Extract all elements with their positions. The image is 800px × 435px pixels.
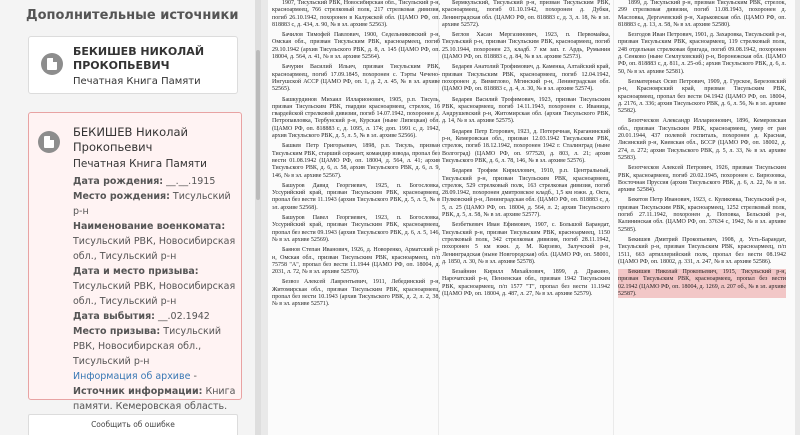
field-label: Место рождения: xyxy=(73,191,170,202)
field-label: Дата рождения: xyxy=(73,176,164,187)
report-error-button[interactable]: Сообщить об ошибке xyxy=(28,414,238,435)
book-entry: Безвоз Алексей Лаврентьевич, 1911, Лебединский р-н, Житомирская обл., призван Тисульским РВК, красноармеец, пропал без вести 10.1943 (архив Тисульского РВК, д. 2, л. 2, 38, № в эл. архиве 52571). xyxy=(272,279,440,308)
book-column-1 xyxy=(272,0,440,312)
archive-info-row xyxy=(73,369,237,384)
birth-date-field xyxy=(73,174,237,189)
book-entry: Беглов Хасан Мергазинович, 1923, п. Первомайка, Тисульский р-н, призван Тисульским РВК, красноармеец, погиб 25.10.1944, похоронен 23, кладб. 7 км зап. г. Ардь, Румыния (ЦАМО РФ, оп. 818883 с, д. 84, № в эл. архиве 52573). xyxy=(442,32,610,61)
field-value: Тисульский РВК, Новосибирская обл., Тисульский р-н xyxy=(73,326,222,367)
card-person-name: БЕКИШЕВ Николай Прокопьевич xyxy=(73,125,189,154)
highlighted-book-entry: Бекишев Николай Прокопьевич, 1915, Тисульский р-н, призван Тисульским РВК, красноармеец, пропал без вести 02.1942 (ЦАМО РФ, оп. 18004, д. 1269, л. 207 об., № в эл. архиве 52587). xyxy=(618,269,786,297)
archive-info-link[interactable]: Информация об архиве xyxy=(73,371,191,382)
field-value: __.02.1942 xyxy=(158,311,210,322)
field-value: Тисульский р-н xyxy=(73,191,231,217)
dropout-date-field xyxy=(73,309,237,324)
draft-place-field xyxy=(73,324,237,369)
document-icon xyxy=(38,131,60,153)
field-value: Тисульский РВК, Новосибирская обл., Тисульский р-н xyxy=(73,236,236,262)
military-office-field xyxy=(73,219,237,264)
source-card-collapsed[interactable] xyxy=(28,36,238,94)
book-entry: Бачилов Тимофей Павлович, 1900, Седельниковский р-н, Омская обл., призван Тисульским РВК, красноармеец, погиб 29.10.1942 (архив Тисульского РВК, д. 8, л. 145 (ЦАМО РФ, оп. 18004, д. 564, л. 41, № в эл. архиве 52564). xyxy=(272,32,440,61)
field-value: __.__.1915 xyxy=(166,176,216,187)
book-entry: Бермкульский, Тисульский р-н, призван Тисульским РВК, красноармеец, погиб 01.10.1942, похоронен д. Дубки, Ленинградская обл. (ЦАМО РФ, оп. 818883 с, д. 3, л. 18, № в эл. архиве 52572). xyxy=(442,0,610,28)
sources-panel xyxy=(0,0,255,435)
book-entry: Безматерных Осип Петрович, 1909, д. Гурское, Березовский р-н, Красноярский край, призван Тисульским РВК, красноармеец, пропал без вести 04.1942 (ЦАМО РФ, оп. 18004, д. 2176, л. 336; архив Тисульского РВК, д. 6, л. 56, № в эл. архиве 52582). xyxy=(618,78,786,115)
section-title: Дополнительные источники xyxy=(26,8,239,23)
book-entry: Бедарев Трофим Кириллович, 1910, р.п. Центральный, Тисульский р-н, призван Тисульским РВК, красноармеец, стрелок, 529 стрелковый полк, 163 стрелковая дивизия, погиб 28.09.1942, похоронен дмитровское кладб., 1,5 км южн. д. Окта, Пулковский р-н, Ленинградская обл. (ЦАМО РФ, оп. 818883 с, д. 5, л. 25 (ЦАМО РФ, оп. 18004, д. 564, л. 2; архив Тисульского РВК, д. 5, л. 58, № в эл. архиве 52577). xyxy=(442,168,610,219)
book-entry: Башуров Давид Георгиевич, 1925, п. Богословка, Уссурийский край, призван Тисульским РВК, красноармеец, пропал без вести 11.1943 (архив Тисульского РВК, д. 5, л. 5, № в эл. архиве 52568). xyxy=(272,182,440,211)
book-entry: Бекетов Петр Иванович, 1923, с. Куликовка, Тисульский р-н, призван Тисульским РВК, красноармеец, 1252 стрелковый полк, погиб 27.11.1942, похоронен д. Поповка, Бельский р-н, Калининская обл. (ЦАМО РФ, оп. 37634 с, 1942, № в эл. архиве 52585). xyxy=(618,197,786,233)
book-entry: Бедарев Петр Егорович, 1923, д. Потеречная, Краганинский р-н, Кемеровская обл., призван 12.03.1942 Тисульским РВК, стрелок, погиб 18.12.1942, похоронен 1942 г. Сталинград (ныне Волгоград) (ЦАМО РФ, оп. 977520, д. 803, л. 21; архив Тисульского РВК, д. 6, л. 78, 146, № в эл. архиве 52576). xyxy=(442,128,610,164)
card-details xyxy=(73,125,237,429)
book-entry: Безгодов Иван Петрович, 1901, д. Захаровка, Тисульский р-н, призван Тисульским РВК, красноармеец, 119 стрелковый полк, 248 отдельная стрелковая бригада, погиб 09.08.1942, похоронен д. Сенково (ныне Семлуховский) р-н, Воронежская обл. (ЦАМО РФ, оп. 818883 с, д. 811, л. 25-об.; архив Тисульского РВК, д. 6, л. 50, № в эл. архиве 52581). xyxy=(618,32,786,75)
book-entry: Бачурин Василий Ильич, призван Тисульским РВК, красноармеец, погиб 17.09.1845, похоронен с. Тэрты Чечено-Ингушской АССР (ЦАМО РФ, оп. 1, д. 2, л. 45, № в эл. архиве 52565). xyxy=(272,64,440,93)
draft-date-place-field xyxy=(73,264,237,309)
book-column-3 xyxy=(618,0,786,301)
field-label: Источник информации: xyxy=(73,386,203,397)
scrollbar[interactable] xyxy=(255,0,261,435)
field-label: Наименование военкомата: xyxy=(73,221,226,232)
field-label: Место призыва: xyxy=(73,326,161,337)
book-entry: Бедарев Василий Трофимович, 1923, призван Тисульским РВК, красноармеец, погиб 14.11.1943, похоронен с. Иваница, Андрушевский р-н, Житомирская обл. (архив Тисульского РВК, д. 14, № в эл. архиве 52575). xyxy=(442,96,610,125)
book-entry: Безайнин Кирилл Михайлович, 1899, д. Дракино, Нарочатский р-н, Пензенская обл., призван 1942 Тисульским РВК, красноармеец, п/п 1577 "Т", пропал без вести 11.1942 (ЦАМО РФ, оп. 18004, д. 487, л. 27, № в эл. архиве 52579). xyxy=(442,269,610,297)
birth-place-field xyxy=(73,189,237,219)
card-source-label: Печатная Книга Памяти xyxy=(73,76,201,87)
source-card-expanded[interactable] xyxy=(28,112,242,412)
book-entry: Башкурдинов Михаил Илларионович, 1905, р.п. Тисуль, призван Тисульским РВК, гвардии красноармеец, стрелок, 16 гвардейской стрелковой дивизии, погиб 14.07.1942, похоронен д. Петропавловка, Тербунский р-н, Курская (ныне Липецкая) обл. (ЦАМО РФ, оп. 818883 с, д. 1095, л. 174; доп. 1991 с, д. 1942, архив Тисульского РВК, д. 5, л. 5, № в эл. архиве 52566). xyxy=(272,96,440,140)
field-value: Тисульский РВК, Новосибирская обл., Тисульский р-н xyxy=(73,281,236,307)
book-entry: Башуров Павел Георгиевич, 1923, п. Богословка, Уссурийский край, призван Тисульским РВК, красноармеец, пропал без вести 09.1943 (архив Тисульского РВК, д. 6, л. 5, 146, № в эл. архиве 52569). xyxy=(272,215,440,243)
book-entry: Безотческов Алексей Петрович, 1926, призван Тисульским РВК, красноармеец, погиб 20.02.1945, похоронен с. Бирюзовка, Восточная Пруссия (архив Тисульского РВК, д. 6, л. 22, № в эл. архиве 52584). xyxy=(618,165,786,194)
card-source-label: Печатная Книга Памяти xyxy=(73,158,208,170)
book-entry: Башкев Петр Григорьевич, 1898, р.п. Тисуль, призван Тисульским РВК, старший сержант, командир взвода, пропал без вести 01.08.1942 (ЦАМО РФ, оп. 18004, д. 564, л. 41; архив Тисульского РВК, д. 6, л. 58, архив Тисульского РВК, д. 6, л. 9, 146, № в эл. архиве 52567). xyxy=(272,143,440,179)
book-entry: 1899, д. Тисульский р-н, призван Тисульским РВК, стрелок, 299 стрелковая дивизия, погиб 11.08.1943, похоронен д. Масловка, Дергачевский р-н, Харьковская обл. (ЦАМО РФ, оп. 818883 с, д. 13, л. 58, № в эл. архиве 52580). xyxy=(618,0,786,28)
field-value: Книга памяти. Кемеровская область. xyxy=(73,386,236,412)
book-entry: Безбеткевич Иван Ефимович, 1907, с. Большой Барандат, Тисульский р-н, призван Тисульским РВК, красноармеец, 1150 стрелковый полк, 342 стрелковая дивизия, погиб 28.11.1942, похоронен 5 км южн. д. М. Кирзево, Залучский р-н, Ленинградская (ныне Новгородская) обл. (ЦАМО РФ, оп. 58001, д. 1850, л. 30, № в эл. архиве 52578). xyxy=(442,222,610,265)
book-entry: Баянов Степан Иванович, 1926, д. Новоренко, Арматский р-н, Омская обл., призван Тисульским РВК, красноармеец, п/п 75758 "А", пропал без вести 11.1944 (ЦАМО РФ, оп. 18004, д. 2031, л. 72, № в эл. архиве 52570). xyxy=(272,247,440,276)
book-column-2 xyxy=(442,0,610,301)
book-entry: Бедарев Анатолий Трофимович, д. Каменка, Алтайский край, призван Тисульским РВК, красноармеец, погиб 12.04.1942, похоронен д. Вимяглово, Мгинский р-н, Ленинградская обл. (ЦАМО РФ, оп. 818883 с, д. 4, л. 30, № в эл. архиве 52574). xyxy=(442,64,610,93)
field-label: Дата выбытия: xyxy=(73,311,155,322)
column-divider xyxy=(613,0,614,435)
card-person-name: БЕКИШЕВ НИКОЛАЙ ПРОКОПЬЕВИЧ xyxy=(73,45,205,72)
book-entry: Бекишев Дмитрий Прокопьевич, 1908, д. Усть-Барандат, Тисульский р-н, призван Тисульским РВК, красноармеец, п/п 1511, 663 артиллерийский полк, пропал без вести 08.1942 (ЦАМО РФ, оп. 18002, д. 331, л. 247, № в эл. архиве 52586). xyxy=(618,236,786,265)
document-icon xyxy=(41,53,63,75)
archive-info-suffix: - xyxy=(190,371,197,382)
book-entry: 1907, Тисульский РВК, Новосибирская обл., Тисульский р-н, красноармеец, 766 стрелковый полк, 217 стрелковая дивизия, погиб 26.10.1942, похоронен в Калужской обл. (ЦАМО РФ, оп. 818883 с, д. 434, л. 90, № в эл. архиве 52563). xyxy=(272,0,440,28)
field-label: Дата и место призыва: xyxy=(73,266,199,277)
scrollbar-thumb[interactable] xyxy=(256,50,260,200)
book-entry: Безотческов Александр Илларионович, 1896, Кемеровская обл., призван Тисульским РВК, красноармеец, умер от ран 20.01.1944, 437 полевой госпиталь, похоронен д. Красная, Лисянский р-н, Киевская обл., БССР (ЦАМО РФ, оп. 18002, д. 274, л. 272; архив Тисульского РВК, д. 5, л. 33, № в эл. архиве 52583). xyxy=(618,118,786,161)
memory-book-page-scan xyxy=(268,0,795,435)
